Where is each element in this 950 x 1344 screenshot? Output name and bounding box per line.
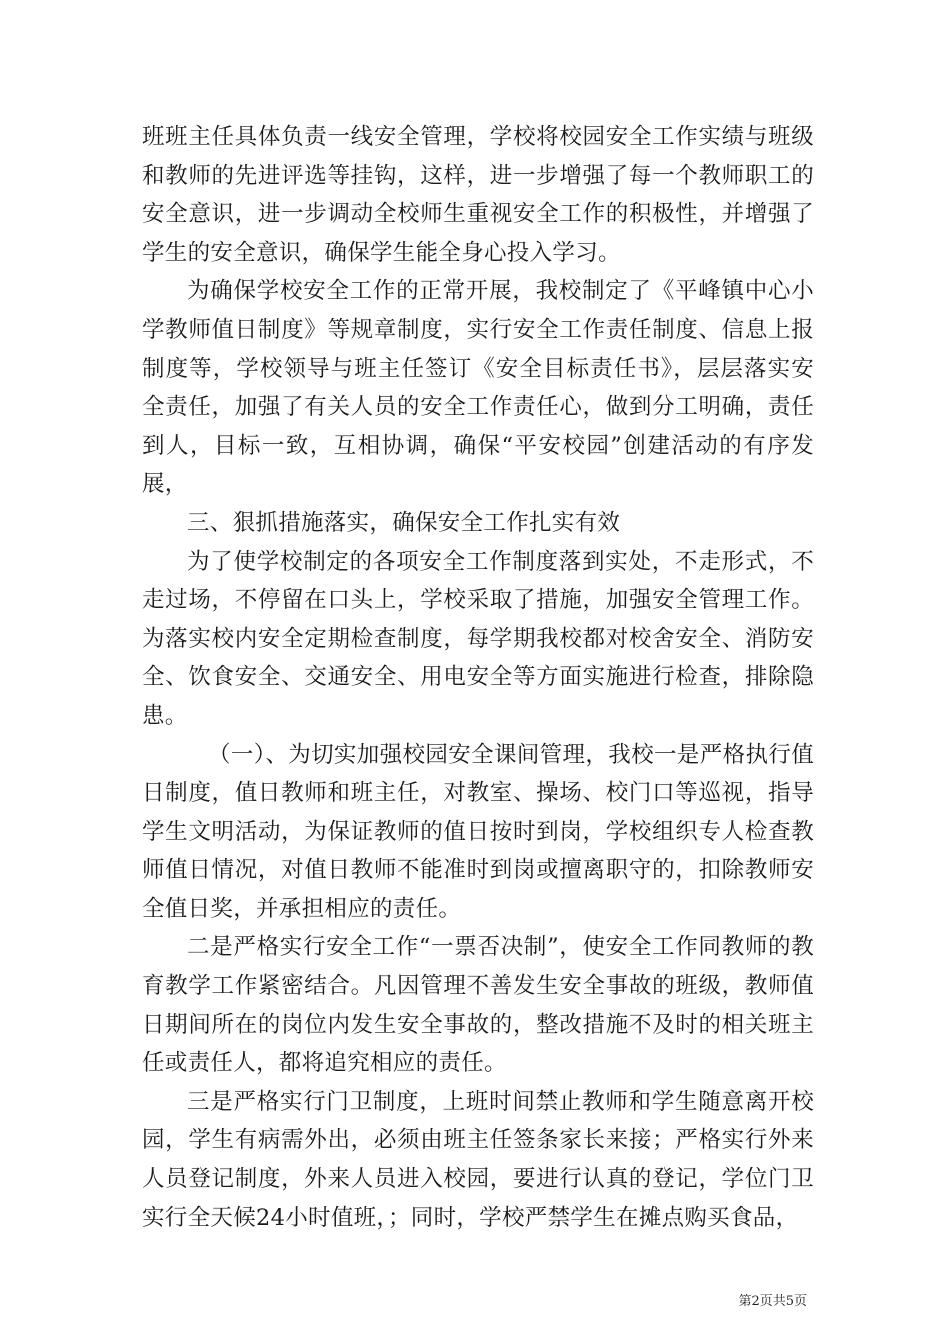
section-heading-three: 三、狠抓措施落实，确保安全工作扎实有效 xyxy=(187,509,621,536)
document-body xyxy=(142,118,814,1237)
paragraph-item-two: 二是严格实行安全工作“一票否决制”，使安全工作同教师的教育教学工作紧密结合。凡因管理不善发生安全事故的班级，教师值日期间所在的岗位内发生安全事故的，整改措施不及时的相关班主任或责任人，都将追究相应的责任。 xyxy=(142,934,814,1077)
paragraph-measures: 为了使学校制定的各项安全工作制度落到实处，不走形式，不走过场，不停留在口头上，学校采取了措施，加强安全管理工作。为落实校内安全定期检查制度，每学期我校都对校舍安全、消防安全、饮食安全、交通安全、用电安全等方面实施进行检查，排除隐患。 xyxy=(142,548,814,729)
paragraph-continuation: 班班主任具体负责一线安全管理，学校将校园安全工作实绩与班级和教师的先进评选等挂钩，这样，进一步增强了每一个教师职工的安全意识，进一步调动全校师生重视安全工作的积极性，并增强了学生的安全意识，确保学生能全身心投入学习。 xyxy=(142,124,814,266)
paragraph-item-one: （一）、为切实加强校园安全课间管理，我校一是严格执行值日制度，值日教师和班主任，对教室、操场、校门口等巡视，指导学生文明活动，为保证教师的值日按时到岗，学校组织专人检查教师值日情况，对值日教师不能准时到岗或擅离职守的，扣除教师安全值日奖，并承担相应的责任。 xyxy=(142,741,814,922)
paragraph-item-three: 三是严格实行门卫制度，上班时间禁止教师和学生随意离开校园，学生有病需外出，必须由班主任签条家长来接；严格实行外来人员登记制度，外来人员进入校园，要进行认真的登记，学位门卫实行全天候24小时值班，；同时，学校严禁学生在摊点购买食品， xyxy=(142,1088,814,1231)
page-number: 第2页共5页 xyxy=(738,1294,807,1309)
paragraph-safety-regulations: 为确保学校安全工作的正常开展，我校制定了《平峰镇中心小学教师值日制度》等规章制度，实行安全工作责任制度、信息上报制度等，学校领导与班主任签订《安全目标责任书》，层层落实安全责任，加强了有关人员的安全工作责任心，做到分工明确，责任到人，目标一致，互相协调，确保“平安校园”创建活动的有序发展， xyxy=(142,278,814,498)
